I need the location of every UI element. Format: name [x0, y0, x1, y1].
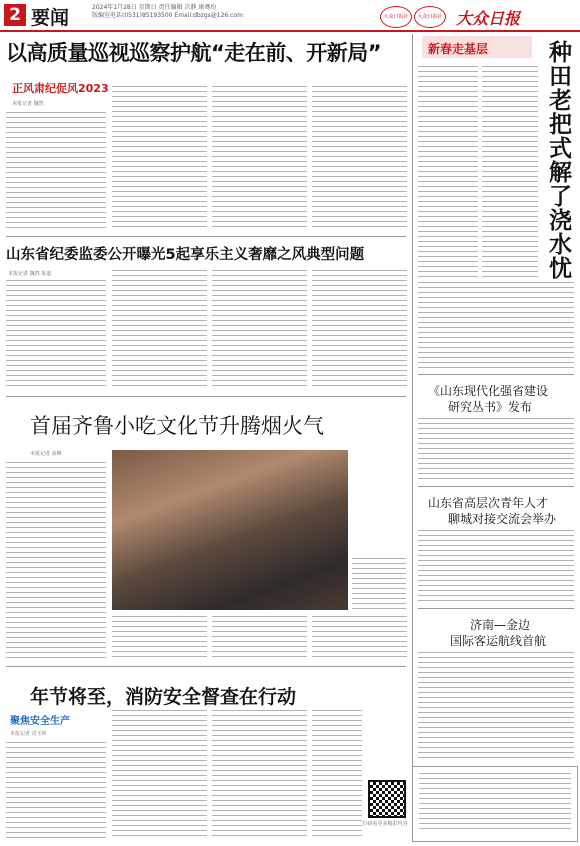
article-body	[312, 616, 407, 660]
article-body	[212, 270, 307, 390]
article-body	[112, 616, 207, 660]
qr-caption: 扫码看更多精彩内容	[362, 821, 408, 827]
article-body	[418, 652, 574, 758]
article-body	[212, 86, 307, 230]
column-tag: 聚焦安全生产	[10, 716, 70, 727]
article4-headline: 年节将至，消防安全督查在行动	[30, 686, 297, 708]
article-body	[482, 66, 538, 278]
story1-headline-line2: 研究丛书》发布	[448, 400, 533, 414]
article-body	[112, 86, 207, 230]
article-body	[112, 710, 207, 840]
article-body	[312, 86, 407, 230]
publisher-stamp: 大众日报社	[380, 6, 412, 28]
divider	[418, 608, 574, 609]
article-body	[6, 112, 106, 230]
article-body	[418, 530, 574, 602]
divider	[6, 396, 406, 397]
divider	[6, 236, 406, 237]
page-number: 2	[4, 4, 26, 26]
article-body	[212, 710, 307, 840]
story3-headline-line2: 国际客运航线首航	[450, 634, 547, 648]
notice-box	[412, 766, 578, 842]
article-body	[418, 418, 574, 480]
article1-headline: 以高质量巡视巡察护航“走在前、开新局”	[6, 41, 382, 65]
article3-headline: 首届齐鲁小吃文化节升腾烟火气	[30, 414, 324, 438]
story2-headline-line1: 山东省高层次青年人才	[428, 496, 549, 510]
divider	[6, 666, 406, 667]
column-tag: 正风肃纪促风2023	[12, 82, 109, 95]
article-body	[418, 282, 574, 368]
story2-headline-line2: 聊城对接交流会举办	[448, 512, 557, 526]
column-divider	[412, 34, 413, 804]
header-rule	[0, 30, 580, 32]
article-body	[6, 462, 106, 660]
article-body	[212, 616, 307, 660]
article-body	[112, 270, 207, 390]
article-body	[418, 66, 478, 278]
issue-date-line: 2024年1月28日 星期日 责任编辑 次静 康骞玢	[92, 4, 217, 11]
byline: 本报记者 魏然	[12, 101, 44, 107]
story1-headline-line1: 《山东现代化强省建设	[428, 384, 549, 398]
byline: 本报记者 魏然 报道	[8, 271, 52, 277]
photo-caption	[352, 558, 406, 610]
section-title: 要闻	[31, 7, 70, 29]
festival-crowd-photo	[112, 450, 348, 610]
newspaper-logo: 大众日报	[456, 9, 521, 28]
divider	[418, 486, 574, 487]
publisher-stamp: 大众日报社	[414, 6, 446, 28]
article2-headline: 山东省纪委监委公开曝光5起享乐主义奢靡之风典型问题	[6, 247, 365, 263]
column-tag: 新春走基层	[428, 42, 489, 56]
article-body	[6, 742, 106, 840]
article-body	[312, 270, 407, 390]
feature-headline: 种田老把式解了浇水忧	[545, 40, 571, 280]
byline: 本报记者 高峰	[30, 451, 62, 457]
qr-code	[368, 780, 406, 818]
issue-meta	[92, 4, 252, 20]
issue-contact-line: 版编室电话(0531)85193500 Email:dbzgs@126.com	[92, 12, 243, 19]
story3-headline-line1: 济南—金边	[470, 618, 531, 632]
article-body	[312, 710, 362, 840]
divider	[418, 374, 574, 375]
article-body	[6, 280, 106, 390]
byline: 本报记者 肖玉婷	[10, 731, 47, 737]
